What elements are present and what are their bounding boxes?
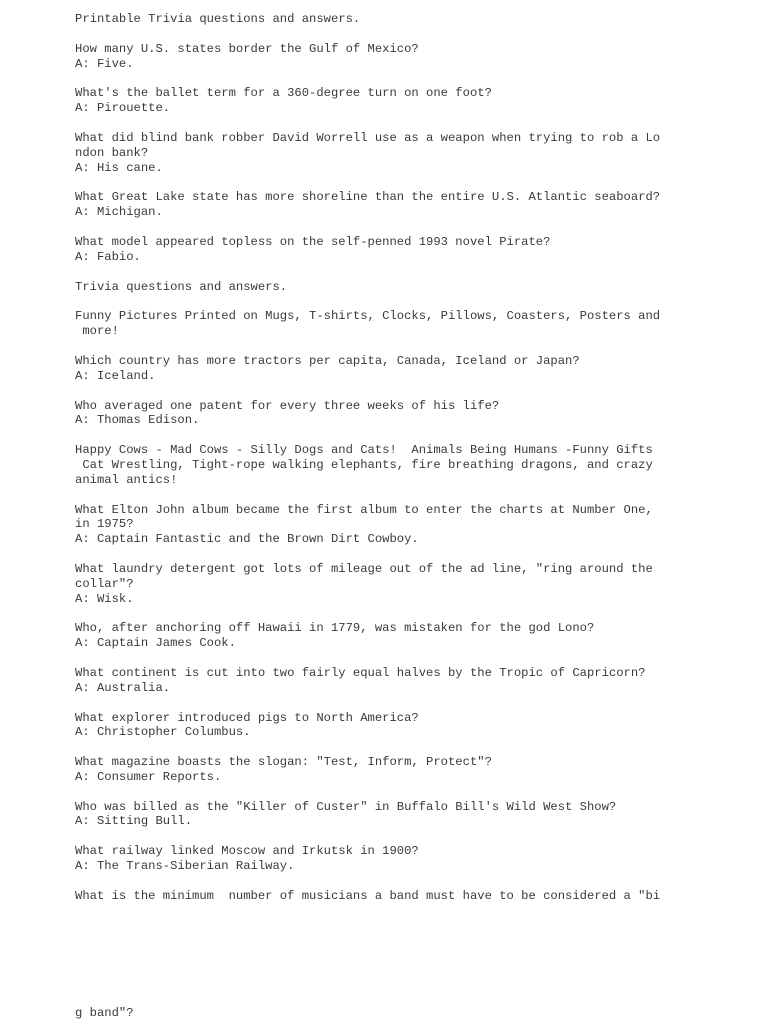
text-line: How many U.S. states border the Gulf of Mexico? — [75, 41, 419, 56]
text-line: What continent is cut into two fairly equal halves by the Tropic of Capricorn? — [75, 665, 646, 680]
text-line: Trivia questions and answers. — [75, 279, 288, 294]
text-line: What's the ballet term for a 360-degree turn on one foot? — [75, 86, 492, 101]
text-line: Who was billed as the "Killer of Custer" in Buffalo Bill's Wild West Show? — [75, 799, 617, 814]
text-paragraph — [75, 399, 715, 429]
text-paragraph — [75, 131, 715, 175]
text-paragraph — [75, 309, 715, 339]
text-line: A: Captain Fantastic and the Brown Dirt Cowboy. — [75, 532, 419, 547]
text-line: A: Iceland. — [75, 368, 156, 383]
text-line: A: Michigan. — [75, 205, 163, 220]
text-line: more! — [75, 324, 119, 339]
text-paragraph — [75, 844, 715, 874]
text-line: What is the minimum number of musicians a band must have to be considered a "bi — [75, 888, 661, 903]
text-line: A: Fabio. — [75, 249, 141, 264]
text-paragraph — [75, 354, 715, 384]
text-line: A: Pirouette. — [75, 101, 171, 116]
text-paragraph — [75, 280, 715, 295]
text-line: What laundry detergent got lots of mileage out of the ad line, "ring around the — [75, 561, 653, 576]
text-line: What Elton John album became the first album to enter the charts at Number One, — [75, 502, 653, 517]
text-line: What Great Lake state has more shoreline than the entire U.S. Atlantic seaboard? — [75, 190, 661, 205]
text-paragraph — [75, 711, 715, 741]
text-line: A: Consumer Reports. — [75, 769, 222, 784]
text-line: A: The Trans-Siberian Railway. — [75, 859, 295, 874]
text-line: in 1975? — [75, 517, 134, 532]
text-line: Printable Trivia questions and answers. — [75, 12, 361, 26]
text-paragraph — [75, 800, 715, 830]
document-body — [75, 12, 715, 919]
text-paragraph — [75, 235, 715, 265]
text-line: A: Australia. — [75, 680, 171, 695]
text-line: What explorer introduced pigs to North America? — [75, 710, 419, 725]
text-line: What railway linked Moscow and Irkutsk in 1900? — [75, 844, 419, 859]
text-paragraph — [75, 86, 715, 116]
text-line: A: Christopher Columbus. — [75, 725, 251, 740]
text-line: Who averaged one patent for every three weeks of his life? — [75, 398, 500, 413]
text-line: A: Captain James Cook. — [75, 636, 236, 651]
text-paragraph — [75, 666, 715, 696]
text-line: Funny Pictures Printed on Mugs, T-shirts, Clocks, Pillows, Coasters, Posters and — [75, 309, 661, 324]
text-paragraph — [75, 443, 715, 487]
text-line: Which country has more tractors per capita, Canada, Iceland or Japan? — [75, 353, 580, 368]
text-paragraph — [75, 562, 715, 606]
text-line: What model appeared topless on the self-penned 1993 novel Pirate? — [75, 234, 551, 249]
text-line: Who, after anchoring off Hawaii in 1779, was mistaken for the god Lono? — [75, 621, 595, 636]
text-paragraph — [75, 190, 715, 220]
text-line: What magazine boasts the slogan: "Test, Inform, Protect"? — [75, 755, 492, 770]
text-line: animal antics! — [75, 472, 178, 487]
text-line: Cat Wrestling, Tight-rope walking elephants, fire breathing dragons, and crazy — [75, 457, 653, 472]
text-line: A: Five. — [75, 56, 134, 71]
text-line: A: Sitting Bull. — [75, 814, 193, 829]
text-line: What did blind bank robber David Worrell use as a weapon when trying to rob a Lo — [75, 130, 661, 145]
text-line: A: Thomas Edison. — [75, 413, 200, 428]
continued-text-line: g band"? — [75, 1006, 134, 1020]
text-paragraph — [75, 755, 715, 785]
text-line: collar"? — [75, 576, 134, 591]
text-line: A: Wisk. — [75, 591, 134, 606]
text-paragraph — [75, 503, 715, 547]
text-paragraph — [75, 889, 715, 904]
text-paragraph — [75, 621, 715, 651]
text-line: ndon bank? — [75, 145, 149, 160]
text-line: Happy Cows - Mad Cows - Silly Dogs and Cats! Animals Being Humans -Funny Gifts — [75, 443, 653, 458]
text-paragraph — [75, 12, 715, 27]
text-line: A: His cane. — [75, 160, 163, 175]
text-paragraph — [75, 42, 715, 72]
